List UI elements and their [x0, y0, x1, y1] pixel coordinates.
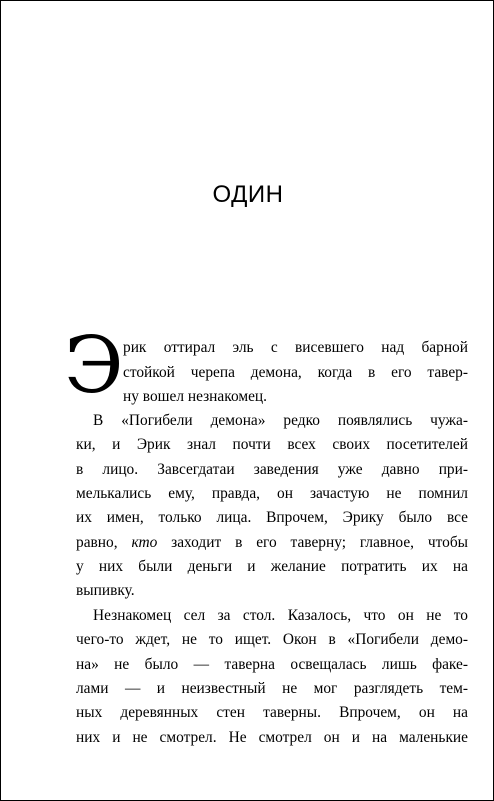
text-line: рик оттирал эль с висевшего над барной: [123, 339, 468, 356]
text-line: в лицо. Завсегдатаи заведения уже давно при-: [76, 461, 468, 478]
text-line: на» не было — таверна освещалась лишь факе-: [76, 656, 468, 673]
text-line: Незнакомец сел за стол. Казалось, что он не то: [93, 607, 468, 624]
drop-cap: Э: [64, 321, 124, 411]
text-line: у них были деньги и желание потратить их на: [76, 558, 468, 575]
text-line: В «Погибели демона» редко появлялись чужа-: [93, 412, 468, 429]
text-segment: равно,: [76, 534, 132, 551]
text-line: лами — и неизвестный не мог разглядеть тем-: [76, 680, 468, 697]
text-line: ну вошел незнакомец.: [123, 388, 268, 405]
text-line: ки, и Эрик знал почти всех своих посетителей: [76, 436, 468, 453]
text-line: чего-то ждет, не то ищет. Окон в «Погибели демо-: [76, 631, 468, 648]
text-line: их имен, только лица. Впрочем, Эрику было все: [76, 509, 468, 526]
text-line: мелькались ему, правда, он зачастую не помнил: [76, 485, 468, 502]
text-line: них и не смотрел. Не смотрел он и на маленькие: [76, 729, 468, 746]
text-line: стойкой черепа демона, когда в его тавер-: [123, 364, 468, 381]
text-segment: заходит в его таверну; главное, чтобы: [157, 534, 469, 551]
text-line: ных деревянных стен таверны. Впрочем, он на: [76, 704, 468, 721]
chapter-title: ОДИН: [212, 181, 284, 208]
emphasis-text: кто: [131, 534, 158, 551]
text-line: [76, 533, 468, 553]
text-line: выпивку.: [76, 582, 135, 599]
